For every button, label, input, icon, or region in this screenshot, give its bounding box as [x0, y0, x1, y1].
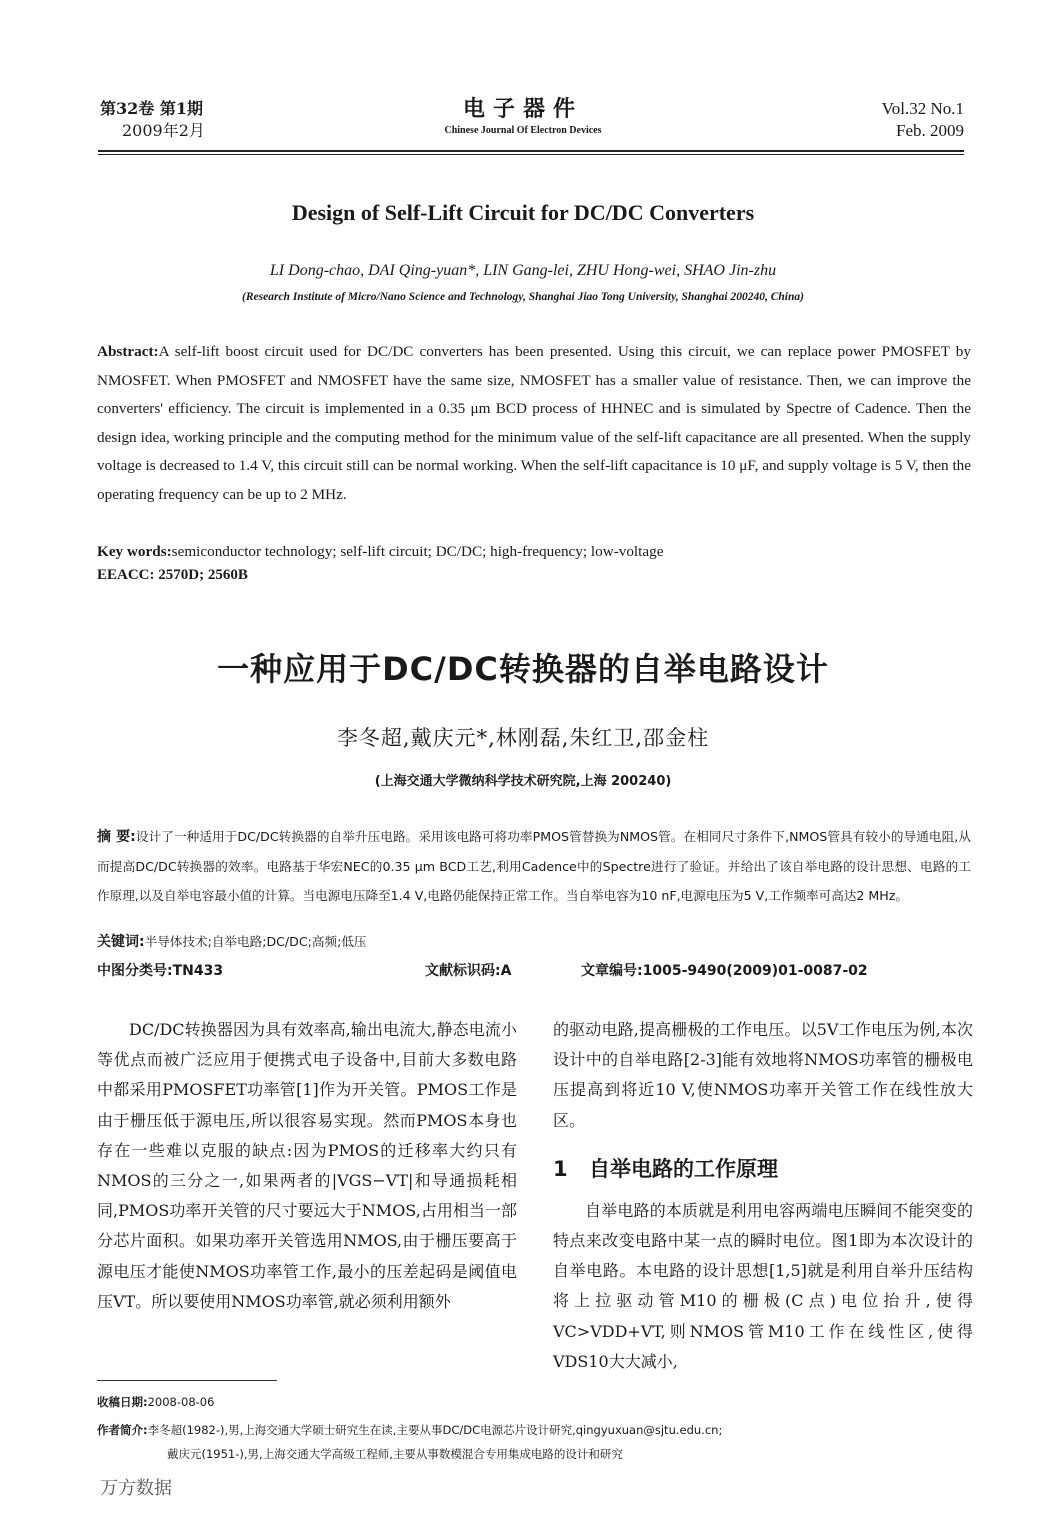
watermark: 万方数据 — [100, 1478, 172, 1499]
journal-title-en: Chinese Journal Of Electron Devices — [444, 125, 602, 136]
abstract-text: A self-lift boost circuit used for DC/DC converters has been presented. Using this circuit, we can replace power PMOSFET by NMOSFET. When PMOSFET and NMOSFET have the same size, NMOSFET has a smaller value of resistance. Then, we can improve the converters' efficiency. The circuit is implemented in a 0.35 μm BCD process of HHNEC and is simulated by Spectre of Cadence. Then the design idea, working principle and the computing method for the minimum value of the self-lift capacitance are all presented. When the supply voltage is decreased to 1.4 V, this circuit still can be normal working. When the self-lift capacitance is 10 μF, and supply voltage is 5 V, then the operating frequency can be up to 2 MHz. — [97, 343, 971, 503]
section-number: 1 — [553, 1156, 568, 1181]
english-affiliation: (Research Institute of Micro/Nano Science and Technology, Shanghai Jiao Tong University, Shanghai 200240, China) — [242, 291, 804, 303]
cn-keywords-text: 半导体技术;自举电路;DC/DC;高频;低压 — [144, 934, 367, 949]
eeacc-code: EEACC: 2570D; 2560B — [97, 567, 248, 583]
document-code: 文献标识码:A — [425, 963, 512, 979]
section-title: 自举电路的工作原理 — [589, 1156, 778, 1181]
chinese-authors: 李冬超,戴庆元*,林刚磊,朱红卫,邵金柱 — [336, 726, 710, 750]
chinese-keywords — [97, 931, 367, 951]
header-volume-en — [882, 98, 964, 142]
chinese-abstract — [97, 822, 971, 910]
header-rule-thick — [98, 150, 964, 152]
bio-second-author: 戴庆元(1951-),男,上海交通大学高级工程师,主要从事数模混合专用集成电路的设计和研究 — [167, 1447, 623, 1461]
cn-abstract-label: 摘 要: — [97, 829, 136, 845]
english-abstract — [97, 338, 971, 510]
body-left-column — [97, 1015, 517, 1317]
date-en: Feb. 2009 — [896, 121, 964, 140]
footnote-rule — [97, 1380, 277, 1381]
cn-keywords-label: 关键词: — [97, 934, 145, 950]
article-number: 文章编号:1005-9490(2009)01-0087-02 — [581, 963, 868, 979]
chinese-title: 一种应用于DC/DC转换器的自举电路设计 — [217, 650, 829, 688]
volume-en: Vol.32 No.1 — [881, 99, 964, 118]
english-title: Design of Self-Lift Circuit for DC/DC Converters — [291, 200, 755, 225]
date-cn: 2009年2月 — [122, 121, 205, 140]
body-paragraph: 自举电路的本质就是利用电容两端电压瞬间不能突变的特点来改变电路中某一点的瞬时电位。图1即为本次设计的自举电路。本电路的设计思想[1,5]就是利用自举升压结构将上拉驱动管M10的栅极(C点)电位抬升,使得VC>VDD+VT,则NMOS管M10工作在线性区,使得VDS10大大减小, — [553, 1200, 973, 1371]
received-date: 2008-08-06 — [147, 1395, 215, 1409]
footnote-received — [97, 1390, 971, 1414]
section-heading — [553, 1154, 973, 1184]
keywords-text: semiconductor technology; self-lift circuit; DC/DC; high-frequency; low-voltage — [171, 543, 664, 560]
volume-cn: 第32卷 第1期 — [100, 99, 203, 118]
english-authors: LI Dong-chao, DAI Qing-yuan*, LIN Gang-lei, ZHU Hong-wei, SHAO Jin-zhu — [269, 262, 777, 279]
clc-number: 中图分类号:TN433 — [97, 963, 224, 979]
chinese-affiliation: (上海交通大学微纳科学技术研究院,上海 200240) — [374, 774, 672, 789]
body-paragraph: DC/DC转换器因为具有效率高,输出电流大,静态电流小等优点而被广泛应用于便携式电子设备中,目前大多数电路中都采用PMOSFET功率管[1]作为开关管。PMOS工作是由于栅压低于源电压,所以很容易实现。然而PMOS本身也存在一些难以克服的缺点:因为PMOS的迁移率大约只有NMOS的三分之一,如果两者的|VGS−VT|和导通损耗相同,PMOS功率开关管的尺寸要远大于NMOS,占用相当一部分芯片面积。如果功率开关管选用NMOS,由于栅压要高于源电压才能使NMOS功率管工作,最小的压差起码是阈值电压VT。所以要使用NMOS功率管,就必须利用额外 — [97, 1020, 517, 1311]
english-keywords — [97, 538, 971, 566]
received-label: 收稿日期: — [97, 1395, 148, 1409]
bio-first-author: 李冬超(1982-),男,上海交通大学硕士研究生在读,主要从事DC/DC电源芯片设计研究,qingyuxuan@sjtu.edu.cn; — [147, 1423, 723, 1437]
bio-label: 作者简介: — [97, 1423, 148, 1437]
footnote-bio — [97, 1418, 971, 1442]
abstract-label: Abstract: — [97, 343, 159, 360]
body-paragraph: 的驱动电路,提高栅极的工作电压。以5V工作电压为例,本次设计中的自举电路[2-3]能有效地将NMOS功率管的栅极电压提高到将近10 V,使NMOS功率开关管工作在线性放大区。 — [553, 1020, 973, 1130]
body-right-column — [553, 1015, 973, 1377]
keywords-label: Key words: — [97, 543, 172, 560]
header-rule-thin — [98, 154, 964, 155]
cn-abstract-text: 设计了一种适用于DC/DC转换器的自举升压电路。采用该电路可将功率PMOS管替换为NMOS管。在相同尺寸条件下,NMOS管具有较小的导通电阻,从而提高DC/DC转换器的效率。电路基于华宏NEC的0.35 μm BCD工艺,利用Cadence中的Spectre进行了验证。并给出了该自举电路的设计思想、电路的工作原理,以及自举电容最小值的计算。当电源电压降至1.4 V,电路仍能保持正常工作。当自举电容为10 nF,电源电压为5 V,工作频率可高达2 MHz。 — [97, 829, 971, 903]
journal-title-cn: 电子器件 — [462, 96, 583, 122]
